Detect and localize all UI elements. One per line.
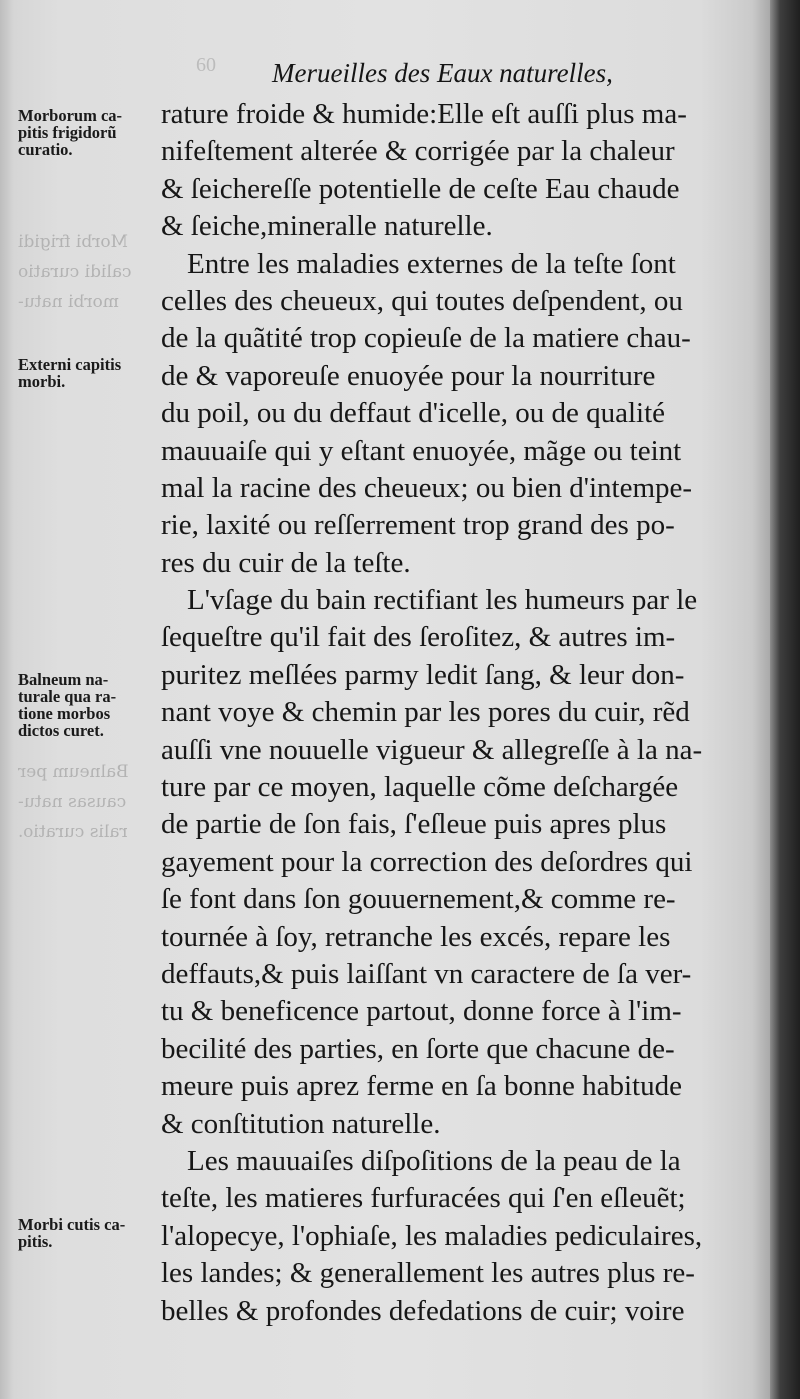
show-through-text: Balneum per [18, 762, 129, 782]
text-line: rature froide & humide:Elle eſt auſſi plus ma- [161, 98, 687, 130]
text-line: tournée à ſoy, retranche les excés, repare les [161, 920, 671, 953]
text-line: meure puis aprez ferme en ſa bonne habitude [161, 1070, 682, 1103]
margin-note-1 [18, 107, 163, 158]
text-line: l'alopecye, l'ophiaſe, les maladies pediculaires, [161, 1219, 703, 1252]
show-through-text: Morbi frigidi [18, 232, 128, 252]
running-head: Merueilles des Eaux naturelles, [272, 58, 613, 88]
text-line: les landes; & generallement les autres plus re- [161, 1257, 695, 1290]
text-line: res du cuir de la teſte. [161, 546, 411, 579]
page-number: 60 [196, 54, 216, 76]
text-line: & ſeiche,mineralle naturelle. [161, 210, 493, 243]
text-line: belles & profondes defedations de cuir; voire [161, 1294, 685, 1327]
text-line: mal la racine des cheueux; ou bien d'intempe- [161, 471, 693, 504]
text-line: rie, laxité ou reſſerrement trop grand des po- [161, 509, 675, 542]
margin-note-2 [18, 356, 163, 390]
text-line: nant voye & chemin par les pores du cuir, rẽd [161, 696, 690, 729]
margin-note-line: Externi capitis [18, 355, 122, 374]
text-line: ture par ce moyen, laquelle cõme deſchargée [161, 771, 679, 804]
text-line: du poil, ou du deffaut d'icelle, ou de qualité [161, 397, 666, 430]
text-line: teſte, les matieres furfuracées qui ſ'en eſleuẽt; [161, 1182, 686, 1215]
margin-note-line: dictos curet. [18, 721, 104, 740]
text-line: nifeſtement alterée & corrigée par la chaleur [161, 135, 675, 168]
margin-note-line: pitis frigidorũ [18, 123, 117, 142]
margin-note-line: Balneum na- [18, 670, 109, 689]
text-line: & ſeichereſſe potentielle de ceſte Eau chaude [161, 172, 680, 205]
text-line: Les mauuaiſes diſpoſitions de la peau de la [187, 1144, 681, 1177]
text-line: de & vaporeuſe enuoyée pour la nourriture [161, 359, 656, 392]
margin-note-3 [18, 671, 163, 739]
margin-note-line: turale qua ra- [18, 687, 117, 706]
text-line: Entre les maladies externes de la teſte ſont [187, 247, 676, 280]
margin-note-4 [18, 1216, 163, 1250]
text-line: & conſtitution naturelle. [161, 1107, 441, 1140]
margin-note-line: morbi. [18, 372, 66, 391]
text-line: puritez meſlées parmy ledit ſang, & leur don- [161, 658, 685, 691]
text-line: de partie de ſon fais, ſ'eſleue puis apres plus [161, 808, 667, 841]
text-line: tu & beneficence partout, donne force à l'im- [161, 995, 682, 1028]
binding-edge [770, 0, 800, 1399]
text-line: becilité des parties, en ſorte que chacune de- [161, 1032, 675, 1065]
show-through-text: calidi curatio [18, 262, 132, 282]
body-text [161, 96, 753, 1330]
show-through-text: causas natu- [18, 792, 127, 812]
text-line: ſe font dans ſon gouuernement,& comme re- [161, 883, 676, 916]
text-line: mauuaiſe qui y eſtant enuoyée, mãge ou teint [161, 434, 682, 467]
margin-note-line: Morbi cutis ca- [18, 1215, 126, 1234]
text-line: celles des cheueux, qui toutes deſpendent, ou [161, 284, 683, 317]
show-through-text: ralis curatio. [18, 822, 128, 842]
text-line: deffauts,& puis laiſſant vn caractere de ſa ver- [161, 957, 692, 990]
text-line: gayement pour la correction des deſordres qui [161, 845, 693, 878]
text-line: de la quãtité trop copieuſe de la matiere chau- [161, 322, 691, 355]
text-line: auſſi vne nouuelle vigueur & allegreſſe à la na- [161, 733, 703, 766]
text-line: L'vſage du bain rectifiant les humeurs par le [187, 584, 698, 617]
margin-note-line: Morborum ca- [18, 106, 123, 125]
margin-note-line: pitis. [18, 1232, 53, 1251]
margin-note-line: tione morbos [18, 704, 111, 723]
margin-note-line: curatio. [18, 140, 73, 159]
show-through-text: morbi natu- [18, 292, 119, 312]
text-line: ſequeſtre qu'il fait des ſeroſitez, & autres im- [161, 621, 676, 654]
